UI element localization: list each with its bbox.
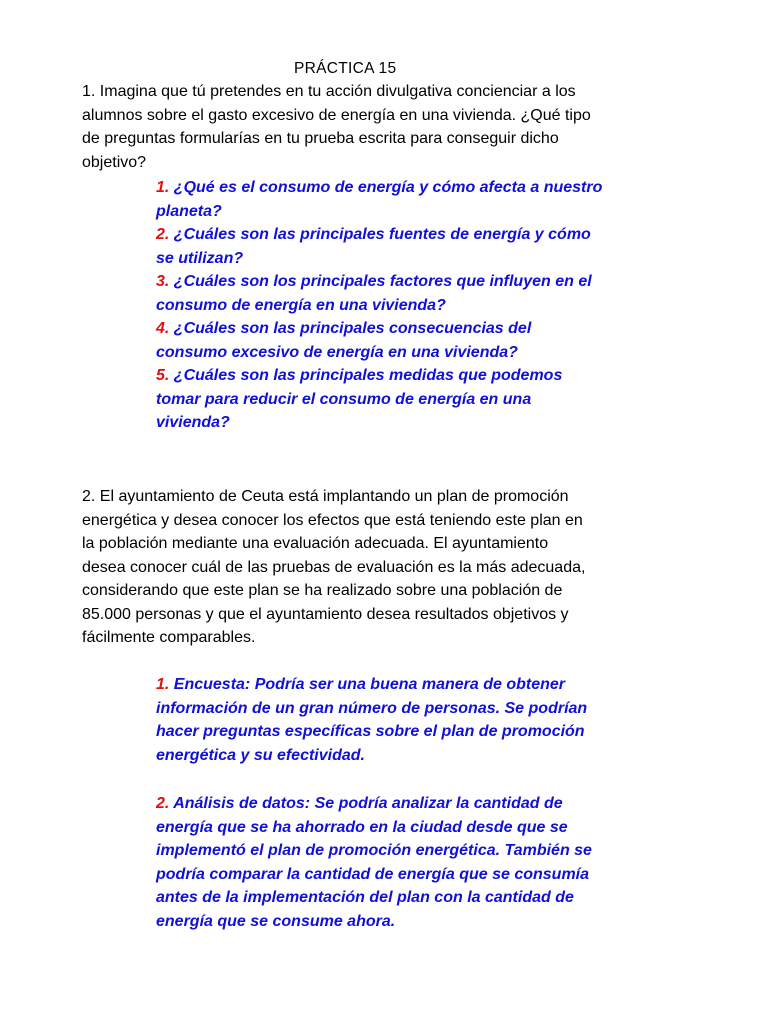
question-2-line: 2. El ayuntamiento de Ceuta está implantando un plan de promoción — [82, 488, 569, 505]
answer-number: 1. — [156, 179, 170, 196]
question-2-answer-2 — [156, 792, 716, 933]
answer-number: 1. — [156, 676, 170, 693]
answer-1-3 — [156, 270, 716, 294]
answer-1-2 — [156, 223, 716, 247]
question-2-line: energética y desea conocer los efectos que está teniendo este plan en — [82, 511, 583, 529]
question-2-line: fácilmente comparables. — [82, 629, 256, 646]
page-title: PRÁCTICA 15 — [294, 60, 397, 77]
answer-text: Encuesta: Podría ser una buena manera de obtener — [169, 676, 566, 693]
answer-2-2-line: podría comparar la cantidad de energía que se consumía — [156, 865, 590, 883]
answer-1-1 — [156, 176, 716, 200]
answer-2-1 — [156, 673, 716, 697]
answer-1-4 — [156, 317, 716, 341]
answer-number: 4. — [156, 320, 170, 337]
question-1-line: alumnos sobre el gasto excesivo de energía en una vivienda. ¿Qué tipo — [82, 106, 591, 124]
answer-2-2-line: energía que se consume ahora. — [156, 912, 396, 930]
answer-1-5-line: vivienda? — [156, 414, 230, 431]
question-2-answer-1 — [156, 673, 716, 767]
answer-text: ¿Cuáles son las principales consecuencias del — [169, 320, 532, 337]
answer-number: 5. — [156, 367, 170, 384]
answer-2-2 — [156, 792, 716, 816]
answer-text: ¿Cuáles son los principales factores que influyen en el — [169, 273, 592, 290]
question-1-line: de preguntas formularías en tu prueba escrita para conseguir dicho — [82, 130, 559, 147]
answer-number: 2. — [156, 226, 170, 243]
answer-2-1-line: hacer preguntas específicas sobre el plan de promoción — [156, 723, 585, 740]
answer-1-5-line: tomar para reducir el consumo de energía en una — [156, 390, 532, 408]
question-2-line: 85.000 personas y que el ayuntamiento desea resultados objetivos y — [82, 605, 569, 623]
question-1-line: objetivo? — [82, 153, 147, 171]
answer-1-2-line: se utilizan? — [156, 249, 244, 267]
answer-1-5 — [156, 364, 716, 388]
answer-number: 2. — [156, 795, 170, 812]
answer-text: ¿Qué es el consumo de energía y cómo afecta a nuestro — [169, 179, 603, 196]
answer-2-2-line: energía que se ha ahorrado en la ciudad desde que se — [156, 818, 568, 836]
answer-text: Análisis de datos: Se podría analizar la cantidad de — [169, 795, 563, 812]
answer-2-1-line: energética y su efectividad. — [156, 746, 365, 764]
question-2 — [82, 485, 682, 650]
question-1-answers — [156, 176, 716, 435]
answer-2-2-line: implementó el plan de promoción energética. También se — [156, 842, 592, 859]
question-1 — [82, 80, 682, 174]
answer-2-1-line: información de un gran número de personas. Se podrían — [156, 699, 588, 717]
answer-text: ¿Cuáles son las principales medidas que podemos — [169, 367, 563, 384]
answer-1-4-line: consumo excesivo de energía en una vivienda? — [156, 343, 518, 361]
question-2-line: la población mediante una evaluación adecuada. El ayuntamiento — [82, 535, 549, 552]
question-2-line: desea conocer cuál de las pruebas de evaluación es la más adecuada, — [82, 558, 586, 576]
question-1-line: 1. Imagina que tú pretendes en tu acción divulgativa concienciar a los — [82, 83, 576, 100]
answer-1-3-line: consumo de energía en una vivienda? — [156, 296, 446, 314]
answer-1-1-line: planeta? — [156, 202, 222, 220]
answer-text: ¿Cuáles son las principales fuentes de energía y cómo — [169, 226, 591, 243]
answer-2-2-line: antes de la implementación del plan con la cantidad de — [156, 889, 574, 906]
question-2-line: considerando que este plan se ha realizado sobre una población de — [82, 582, 563, 599]
answer-number: 3. — [156, 273, 170, 290]
